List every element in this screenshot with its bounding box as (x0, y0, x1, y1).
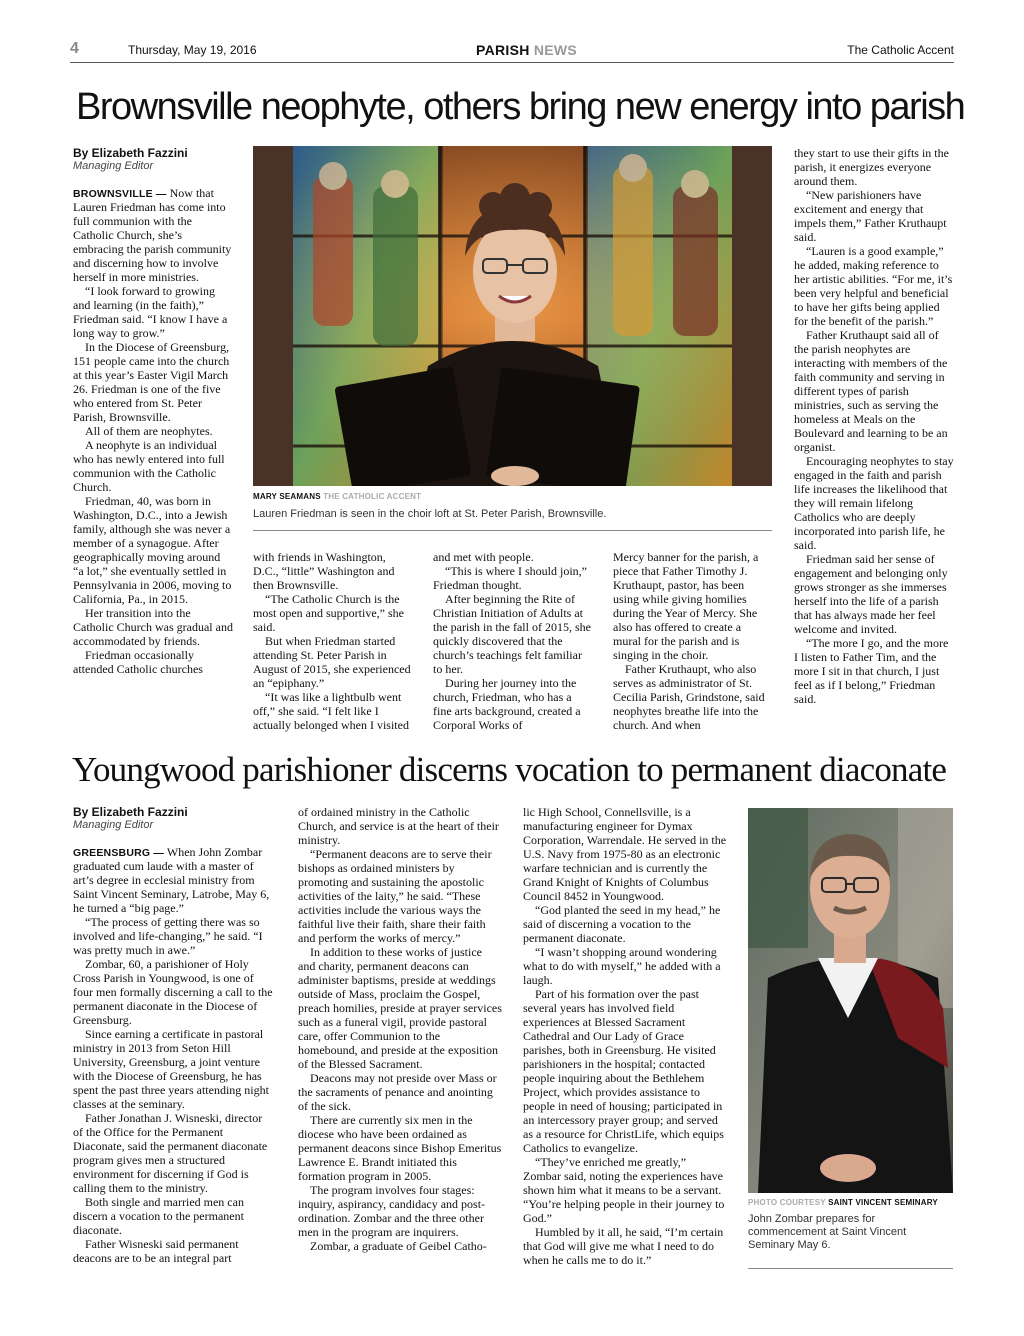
paragraph: Father Wisneski said permanent deacons are to be an integral part (73, 1237, 239, 1265)
story2-photo-caption: John Zombar prepares for commencement at Saint Vincent Seminary May 6. (748, 1213, 907, 1251)
paragraph: “They’ve enriched me greatly,” Zombar said, noting the experiences have shown him what it means to be a servant. “You’re helping people in their journey to God.” (523, 1155, 725, 1225)
credit-name: MARY SEAMANS (253, 492, 321, 501)
paragraph: “The process of getting there was so involved and life-changing,” he said. “I was pretty much in awe.” (73, 915, 263, 957)
story1-lead-paragraph (73, 186, 233, 284)
story2-lead-paragraph (73, 845, 273, 915)
paragraph: “Lauren is a good example,” he added, making reference to her artistic abilities. “For me, it’s been very helpful and beneficial to have her gifts being applied for the benefit of the parish.” (794, 244, 953, 328)
credit-name: PHOTO COURTESY (748, 1198, 826, 1207)
story2-column-3 (523, 805, 727, 1267)
paragraph: Father Kruthaupt said all of the parish neophytes are interacting with members of the faith community and serving in different types of parish ministries, such as serving the homeless at Meals on the Boulevard and learning to be an organist. (794, 328, 948, 454)
story2-byline-title: Managing Editor (73, 819, 154, 831)
paragraph: “The Catholic Church is the most open and supportive,” she said. (253, 592, 404, 634)
graduate-photo (748, 808, 953, 1193)
story2-dateline: GREENSBURG — (73, 847, 165, 859)
paragraph: Mercy banner for the parish, a piece that Father Timothy J. Kruthaupt, pastor, has been using while giving homilies during the Year of Mercy. She also has offered to create a mural for the parish and is singing in the choir. (613, 550, 759, 662)
story1-photo-credit (253, 492, 421, 501)
paragraph: “Permanent deacons are to serve their bishops as ordained ministers by promoting and sustaining the apostolic activities of the laity,” he said. “These activities include the various ways the faithful live their faith, share their faith and perform the works of mercy.” (298, 847, 492, 945)
paragraph: Both single and married men can discern a vocation to the permanent diaconate. (73, 1195, 244, 1237)
section-title-part2: NEWS (533, 42, 578, 58)
issue-date: Thursday, May 19, 2016 (128, 43, 257, 57)
open-folder (334, 366, 471, 486)
story2-photo (748, 808, 953, 1193)
paragraph: Encouraging neophytes to stay engaged in the faith and parish life increases the likelihood that they will remain lifelong Catholics who are deeply incorporated into parish life, he said. (794, 454, 954, 552)
caption-divider (253, 530, 772, 531)
paragraph: Part of his formation over the past several years has involved field experiences at Blessed Sacrament Cathedral and Our Lady of Grace parishes, both in Greensburg. He visited parishioners in the hospital; contacted people inquiring about the Bethlehem Project, which provides assistance to people in need of housing; participated in an intercessory prayer group; and served as a resource for ChristLife, which equips Catholics to evangelize. (523, 987, 724, 1155)
section-title (476, 42, 577, 58)
paragraph: “I look forward to growing and learning (in the faith),” Friedman said. “I know I have a long way to grow.” (73, 284, 228, 340)
story1-headline: Brownsville neophyte, others bring new energy into parish (76, 86, 965, 128)
paragraph: “New parishioners have excitement and energy that impels them,” Father Kruthaupt said. (794, 188, 947, 244)
paragraph: In addition to these works of justice and charity, permanent deacons can administer baptisms, preside at weddings outside of Mass, proclaim the Gospel, preach homilies, preside at prayer services such as a funeral vigil, provide pastoral care, offer Communion to the homebound, and preside at the exposition of the Blessed Sacrament. (298, 945, 502, 1071)
paragraph: “God planted the seed in my head,” he said of discerning a vocation to the permanent diaconate. (523, 903, 721, 945)
stained-glass-photo (253, 146, 772, 486)
paragraph: Father Jonathan J. Wisneski, director of the Office for the Permanent Diaconate, said the permanent diaconate program gives men a structured environment for discerning if God is calling them to the ministry. (73, 1111, 268, 1195)
paragraph: There are currently six men in the diocese who have been ordained as permanent deacons since Bishop Emeritus Lawrence E. Brandt initiated this formation program in 2005. (298, 1113, 502, 1183)
paragraph: Deacons may not preside over Mass or the sacraments of penance and anointing of the sick. (298, 1071, 497, 1113)
paragraph: Zombar, a graduate of Geibel Catho- (310, 1239, 487, 1253)
paragraph: The program involves four stages: inquiry, aspirancy, candidacy and post-ordination. Zombar and the three other men in the program are inquirers. (298, 1183, 486, 1239)
publication-name: The Catholic Accent (847, 43, 954, 57)
paragraph: Friedman said her sense of engagement and belonging only grows stronger as she immerses herself into the life of a parish that has always made her feel welcome and invited. (794, 552, 948, 636)
paragraph: with friends in Washington, D.C., “little” Washington and then Brownsville. (253, 550, 395, 592)
story1-dateline: BROWNSVILLE — (73, 188, 167, 200)
paragraph: “It was like a lightbulb went off,” she said. “I felt like I actually belonged when I visited (253, 690, 409, 732)
paragraph: But when Friedman started attending St. Peter Parish in August of 2015, she experienced an “epiphany.” (253, 634, 411, 690)
story1-column-4 (613, 550, 771, 732)
page-header (70, 40, 954, 63)
story2-column-1 (73, 805, 273, 1265)
credit-org: THE CATHOLIC ACCENT (323, 492, 422, 501)
paragraph: All of them are neophytes. (85, 424, 213, 438)
story1-photo (253, 146, 772, 486)
page-number: 4 (70, 40, 79, 57)
story1-column-5 (794, 146, 954, 706)
paragraph: In the Diocese of Greensburg, 151 people came into the church at this year’s Easter Vigil March 26. Friedman is one of the five who entered from St. Peter Parish, Brownsville. (73, 340, 230, 424)
credit-org: SAINT VINCENT SEMINARY (828, 1198, 938, 1207)
story2-column-2 (298, 805, 502, 1253)
paragraph: “I wasn’t shopping around wondering what to do with myself,” he added with a laugh. (523, 945, 721, 987)
paragraph: Friedman, 40, was born in Washington, D.C., into a Jewish family, although she was never a member of a synagogue. After geographically moving around “a lot,” she eventually settled in Pennsylvania in 2006, moving to California, Pa., in 2015. (73, 494, 232, 606)
story1-byline-title: Managing Editor (73, 160, 154, 172)
paragraph: “The more I go, and the more I listen to Father Tim, and the more I sit in that church, I just feel as if I belong,” Friedman said. (794, 636, 949, 706)
story1-column-2 (253, 550, 411, 732)
paragraph: After beginning the Rite of Christian Initiation of Adults at the parish in the fall of 2015, she quickly discovered that the church’s teachings felt familiar to her. (433, 592, 591, 676)
paragraph: lic High School, Connellsville, is a manufacturing engineer for Dymax Corporation, Warrendale. He served in the U.S. Navy from 1975-80 as an electronic warfare technician and is currently the Grand Knight of Knights of Columbus Council 8452 in Youngwood. (523, 805, 727, 903)
story1-lead-text: Now that Lauren Friedman has come into full communion with the Catholic Church, she’s embracing the parish community and discerning how to involve herself in more ministries. (73, 186, 232, 284)
paragraph: Humbled by it all, he said, “I’m certain that God will give me what I need to do when he calls me to do it.” (523, 1225, 724, 1267)
paragraph: of ordained ministry in the Catholic Church, and service is at the heart of their ministry. (298, 805, 499, 847)
story1-byline: By Elizabeth Fazzini (73, 146, 188, 160)
story2-photo-credit (748, 1198, 938, 1207)
story2-headline: Youngwood parishioner discerns vocation to permanent diaconate (72, 750, 947, 789)
story1-photo-caption: Lauren Friedman is seen in the choir loft at St. Peter Parish, Brownsville. (253, 508, 607, 520)
caption-divider (748, 1268, 953, 1269)
paragraph: During her journey into the church, Friedman, who has a fine arts background, created a Corporal Works of (433, 676, 581, 732)
paragraph: Since earning a certificate in pastoral ministry in 2013 from Seton Hill University, Greensburg, a joint venture with the Diocese of Greensburg, he has spent the past three years attending night classes at the seminary. (73, 1027, 269, 1111)
hands (820, 1154, 876, 1182)
story1-column-1 (73, 146, 233, 676)
paragraph: and met with people. (433, 550, 534, 564)
paragraph: A neophyte is an individual who has newly entered into full communion with the Catholic Church. (73, 438, 225, 494)
paragraph: Friedman occasionally attended Catholic churches (73, 648, 203, 676)
paragraph: they start to use their gifts in the parish, it energizes everyone around them. (794, 146, 949, 188)
section-title-part1: PARISH (476, 42, 530, 58)
paragraph: Her transition into the Catholic Church was gradual and accommodated by friends. (73, 606, 233, 648)
story2-lead-text: When John Zombar graduated cum laude with a master of art’s degree in ecclesial ministry from Saint Vincent Seminary, Latrobe, May 6, he turned a “big page.” (73, 845, 270, 915)
paragraph: Zombar, 60, a parishioner of Holy Cross Parish in Youngwood, is one of four men formally discerning a call to the permanent diaconate in the Diocese of Greensburg. (73, 957, 273, 1027)
paragraph: Father Kruthaupt, who also serves as administrator of St. Cecilia Parish, Grindstone, said neophytes breathe life into the church. And when (613, 662, 765, 732)
story2-byline: By Elizabeth Fazzini (73, 805, 188, 819)
story1-column-3 (433, 550, 591, 732)
paragraph: “This is where I should join,” Friedman thought. (433, 564, 587, 592)
